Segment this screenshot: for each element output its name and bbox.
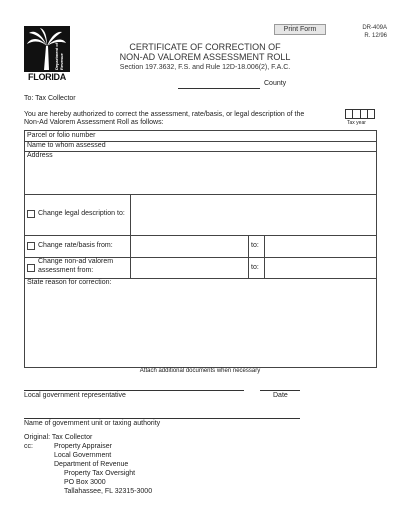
county-label: County <box>264 80 287 87</box>
date-line <box>260 390 300 391</box>
print-form-button[interactable]: Print Form <box>274 24 326 35</box>
grid-divider <box>25 235 376 236</box>
grid-divider <box>248 235 249 278</box>
date-label: Date <box>273 392 288 399</box>
change-rate-checkbox[interactable] <box>27 242 35 250</box>
non-ad-to-label: to: <box>251 264 259 271</box>
county-input[interactable] <box>178 78 260 88</box>
grid-divider <box>25 194 376 195</box>
form-revision: R. 12/96 <box>364 33 387 39</box>
address-line-2: PO Box 3000 <box>64 479 106 486</box>
unit-signature-line <box>24 418 300 419</box>
change-legal-checkbox[interactable] <box>27 210 35 218</box>
florida-logo <box>24 26 70 82</box>
change-non-ad-label-1: Change non-ad valorem <box>38 258 114 265</box>
cc-property-appraiser: Property Appraiser <box>54 443 112 450</box>
logo-text: FLORIDA <box>28 72 66 82</box>
parcel-label: Parcel or folio number <box>27 132 96 139</box>
address-line-3: Tallahassee, FL 32315-3000 <box>64 488 153 495</box>
change-rate-label: Change rate/basis from: <box>38 242 113 249</box>
cc-local-government: Local Government <box>54 452 112 459</box>
address-line-1: Property Tax Oversight <box>64 470 136 477</box>
title-line-2: NON-AD VALOREM ASSESSMENT ROLL <box>119 52 291 62</box>
name-assessed-label: Name to whom assessed <box>27 142 106 149</box>
to-line: To: Tax Collector <box>24 95 76 102</box>
attach-note: Attach additional documents when necessary <box>139 368 261 374</box>
change-non-ad-checkbox[interactable] <box>27 264 35 272</box>
county-underline <box>178 88 260 89</box>
authorization-line-2: Non-Ad Valorem Assessment Roll as follows: <box>24 119 164 126</box>
rep-signature-line <box>24 390 244 391</box>
unit-label: Name of government unit or taxing authority <box>24 420 161 427</box>
grid-divider <box>264 235 265 278</box>
form-number-block <box>362 24 387 40</box>
change-non-ad-label-2: assessment from: <box>38 267 94 274</box>
reason-label: State reason for correction: <box>27 279 112 286</box>
rep-label: Local government representative <box>24 392 126 399</box>
grid-divider <box>25 151 376 152</box>
tax-year-digit-2[interactable] <box>353 110 360 118</box>
cc-department-revenue: Department of Revenue <box>54 461 129 468</box>
change-legal-label: Change legal description to: <box>38 210 125 217</box>
statute-line: Section 197.3632, F.S. and Rule 12D-18.006(2), F.A.C. <box>119 64 291 71</box>
form-number: DR-409A <box>362 25 387 31</box>
authorization-line-1: You are hereby authorized to correct the assessment, rate/basis, or legal description of the <box>24 111 305 118</box>
cc-label: cc: <box>24 443 33 450</box>
original-line: Original: Tax Collector <box>24 434 93 441</box>
rate-to-label: to: <box>251 242 259 249</box>
logo-dept-text: Department of Revenue <box>54 42 64 70</box>
title-line-1: CERTIFICATE OF CORRECTION OF <box>129 42 281 52</box>
correction-form-grid <box>24 130 377 368</box>
tax-year-digit-3[interactable] <box>361 110 368 118</box>
tax-year-digit-4[interactable] <box>368 110 374 118</box>
tax-year-digit-1[interactable] <box>346 110 353 118</box>
tax-year-boxes[interactable] <box>345 109 375 119</box>
grid-divider <box>130 194 131 278</box>
tax-year-label: Tax year <box>347 120 366 126</box>
address-label: Address <box>27 152 53 159</box>
